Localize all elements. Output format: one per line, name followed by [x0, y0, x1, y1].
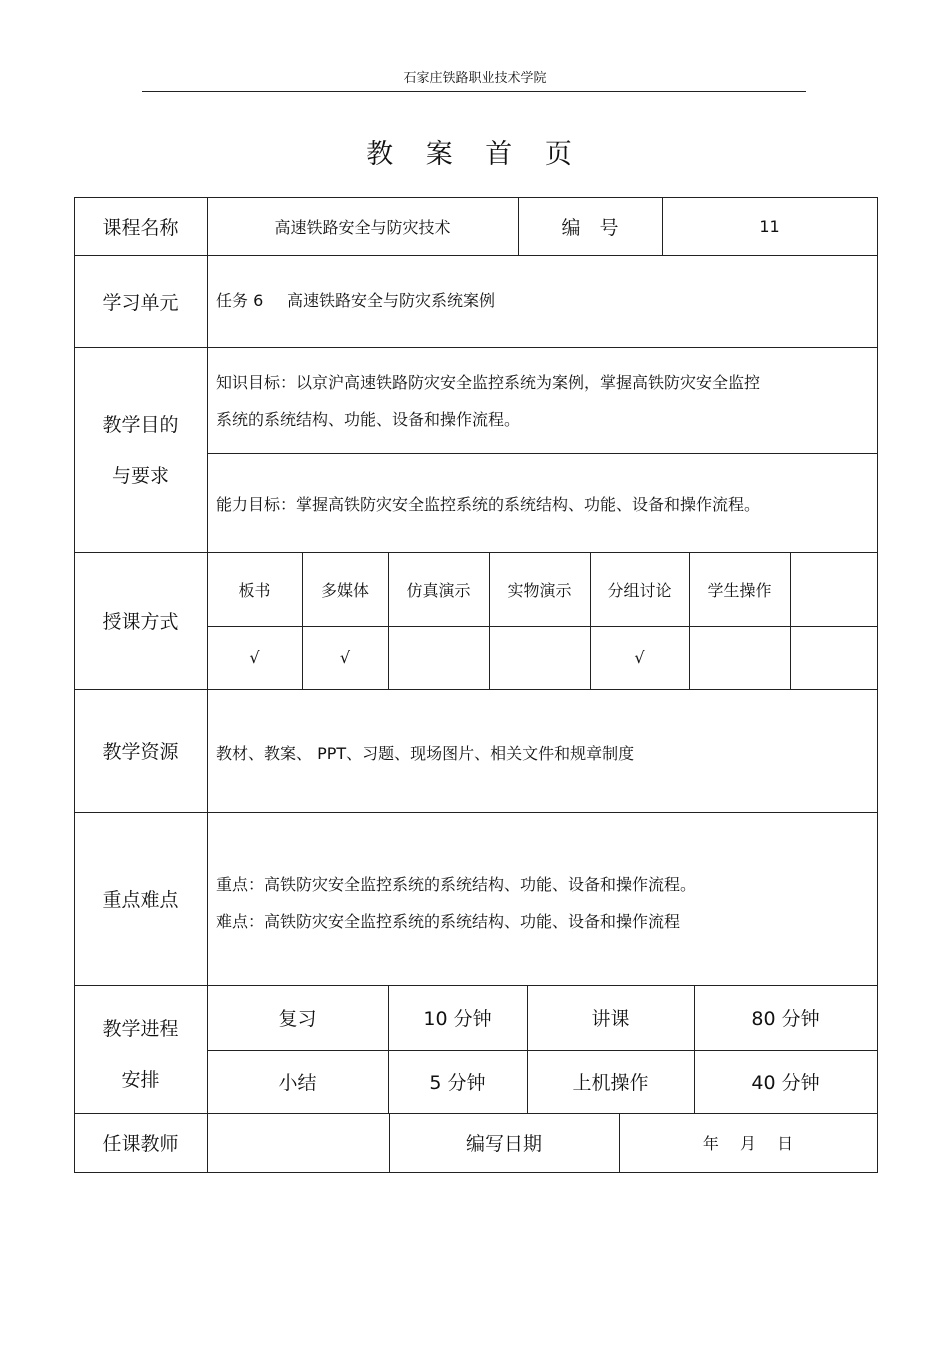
objectives-label-line2: 与要求: [111, 465, 169, 487]
key-points-label: 重点难点: [102, 889, 179, 911]
code-value: 11: [759, 216, 780, 236]
header-rule: [142, 91, 806, 92]
check-mark: √: [634, 648, 645, 667]
resources-value: 教材、教案、 PPT、习题、现场图片、相关文件和规章制度: [216, 743, 635, 763]
schedule-label-line2: 安排: [121, 1069, 160, 1091]
school-header: 石家庄铁路职业技术学院: [403, 71, 547, 86]
schedule-lab-time: 40 分钟: [751, 1072, 820, 1094]
ability-objective: 能力目标：掌握高铁防灾安全监控系统的系统结构、功能、设备和操作流程。: [216, 495, 761, 514]
methods-label: 授课方式: [102, 611, 179, 633]
schedule-lecture-time: 80 分钟: [751, 1008, 820, 1030]
objectives-label-line1: 教学目的: [102, 414, 179, 436]
method-group-discussion: 分组讨论: [607, 580, 672, 600]
schedule-summary: 小结: [278, 1072, 317, 1094]
resources-label: 教学资源: [102, 741, 179, 763]
method-blank: [790, 552, 877, 626]
row-divider: [74, 347, 878, 348]
teacher-value: [207, 1113, 389, 1172]
table-border-right: [877, 197, 878, 1173]
key-point: 重点：高铁防灾安全监控系统的系统结构、功能、设备和操作流程。: [216, 875, 697, 894]
method-physical-demo: 实物演示: [507, 580, 572, 600]
course-name: 高速铁路安全与防灾技术: [274, 217, 451, 237]
teacher-label: 任课教师: [102, 1133, 179, 1155]
check-mark: [388, 626, 489, 689]
unit-name: 高速铁路安全与防灾系统案例: [287, 290, 496, 310]
schedule-label-line1: 教学进程: [102, 1018, 179, 1040]
schedule-summary-time: 5 分钟: [429, 1072, 486, 1094]
check-mark: √: [339, 648, 351, 667]
method-student-operation: 学生操作: [707, 580, 772, 600]
page-title: 教 案 首 页: [366, 139, 584, 170]
table-border-bottom: [74, 1172, 878, 1173]
date-label: 编写日期: [465, 1133, 542, 1155]
course-label: 课程名称: [102, 216, 179, 239]
check-mark: [689, 626, 790, 689]
check-mark: [489, 626, 590, 689]
date-value: 年 月 日: [702, 1134, 794, 1153]
schedule-lab: 上机操作: [572, 1072, 649, 1094]
row-divider: [207, 453, 878, 454]
check-mark: √: [249, 648, 260, 667]
method-simulation: 仿真演示: [406, 580, 471, 600]
schedule-review-time: 10 分钟: [423, 1008, 492, 1030]
knowledge-objective-line2: 系统的系统结构、功能、设备和操作流程。: [216, 410, 521, 429]
schedule-review: 复习: [278, 1008, 317, 1030]
schedule-lecture: 讲课: [591, 1008, 630, 1030]
difficult-point: 难点：高铁防灾安全监控系统的系统结构、功能、设备和操作流程: [216, 912, 681, 931]
method-multimedia: 多媒体: [320, 580, 369, 600]
method-blackboard: 板书: [238, 580, 271, 600]
check-mark: [790, 626, 877, 689]
knowledge-objective-line1: 知识目标：以京沪高速铁路防灾安全监控系统为案例，掌握高铁防灾安全监控: [216, 373, 761, 392]
unit-label: 学习单元: [102, 291, 179, 314]
code-label: 编 号: [561, 216, 619, 239]
unit-task: 任务 6: [216, 290, 264, 310]
